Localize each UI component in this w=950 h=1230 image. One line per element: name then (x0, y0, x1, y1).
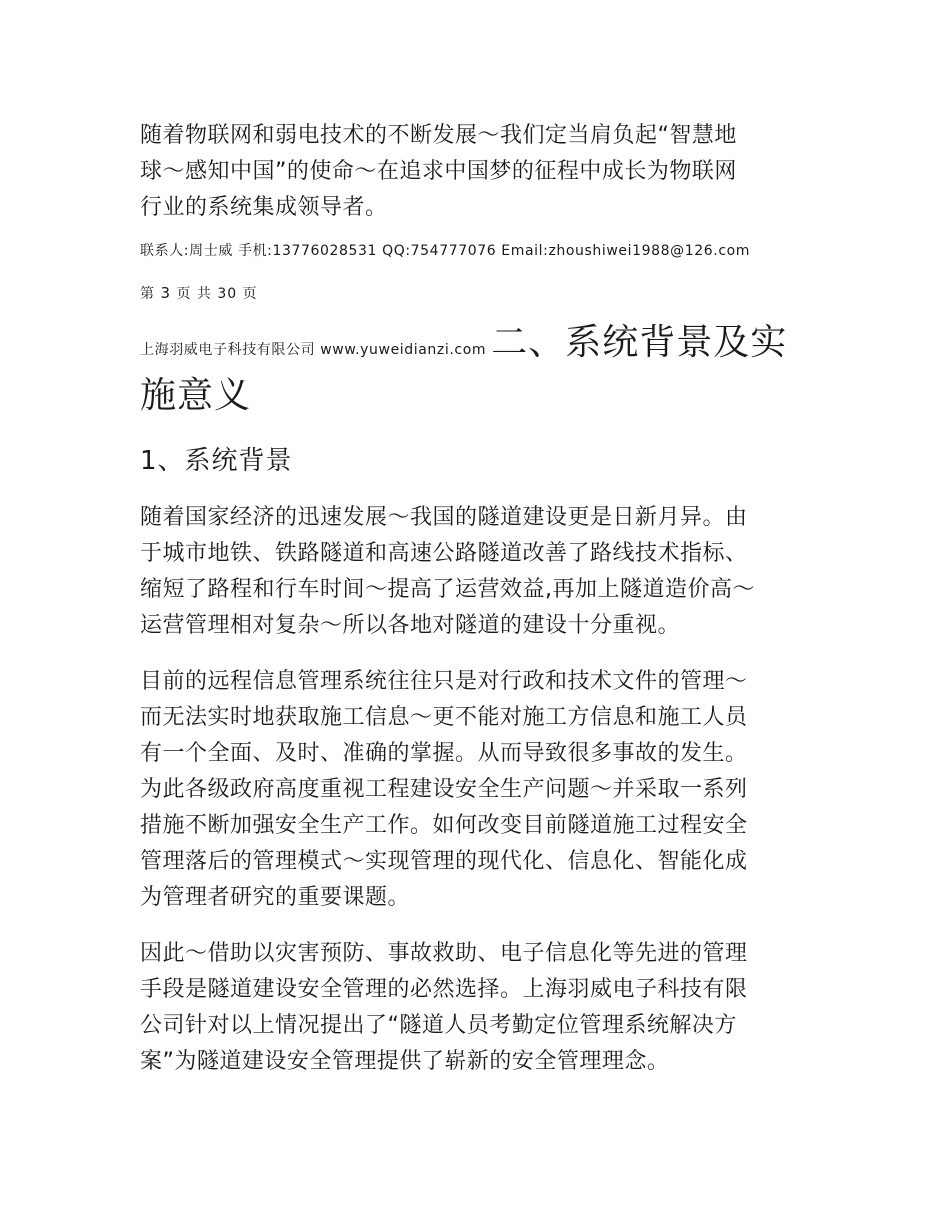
text-line: 于城市地铁、铁路隧道和高速公路隧道改善了路线技术指标、 (140, 541, 748, 566)
text-line: 措施不断加强安全生产工作。如何改变目前隧道施工过程安全 (140, 813, 748, 838)
text-line: 因此～借助以灾害预防、事故救助、电子信息化等先进的管理 (140, 941, 748, 966)
text-line: 有一个全面、及时、准确的掌握。从而导致很多事故的发生。 (140, 741, 748, 766)
contact-info: 联系人:周士威 手机:13776028531 QQ:754777076 Email:zhoushiwei1988@126.com (140, 243, 751, 259)
section-title-continued: 施意义 (140, 375, 252, 416)
subsection-title: 1、系统背景 (140, 446, 293, 476)
text-line: 随着物联网和弱电技术的不断发展～我们定当肩负起“智慧地 (140, 123, 737, 148)
text-line: 而无法实时地获取施工信息～更不能对施工方信息和施工人员 (140, 705, 748, 730)
body-paragraph (140, 500, 810, 644)
body-paragraph (140, 936, 810, 1080)
page-prefix: 第 (140, 286, 155, 302)
text-line: 案”为隧道建设安全管理提供了崭新的安全管理理念。 (140, 1049, 670, 1074)
text-line: 手段是隧道建设安全管理的必然选择。上海羽威电子科技有限 (140, 977, 748, 1002)
company-header: 上海羽威电子科技有限公司 www.yuweidianzi.com (140, 342, 487, 358)
text-line: 目前的远程信息管理系统往往只是对行政和技术文件的管理～ (140, 669, 748, 694)
body-paragraph (140, 664, 810, 916)
text-line: 管理落后的管理模式～实现管理的现代化、信息化、智能化成 (140, 849, 748, 874)
page-current: 3 (160, 284, 171, 302)
page-suffix: 页 (242, 286, 258, 302)
text-line: 行业的系统集成领导者。 (140, 195, 388, 220)
text-line: 运营管理相对复杂～所以各地对隧道的建设十分重视。 (140, 613, 681, 638)
document-page (140, 118, 810, 1080)
text-line: 球～感知中国”的使命～在追求中国梦的征程中成长为物联网 (140, 159, 737, 184)
page-number (140, 282, 810, 305)
intro-paragraph (140, 118, 810, 226)
page-total: 30 (217, 286, 238, 302)
text-line: 为此各级政府高度重视工程建设安全生产问题～并采取一系列 (140, 777, 748, 802)
section-heading (140, 319, 810, 418)
text-line: 缩短了路程和行车时间～提高了运营效益,再加上隧道造价高～ (140, 577, 755, 602)
text-line: 为管理者研究的重要课题。 (140, 885, 411, 910)
text-line: 随着国家经济的迅速发展～我国的隧道建设更是日新月异。由 (140, 505, 748, 530)
section-title: 二、系统背景及实 (491, 322, 788, 363)
text-line: 公司针对以上情况提出了“隧道人员考勤定位管理系统解决方 (140, 1013, 737, 1038)
page-middle: 页 共 (176, 286, 212, 302)
